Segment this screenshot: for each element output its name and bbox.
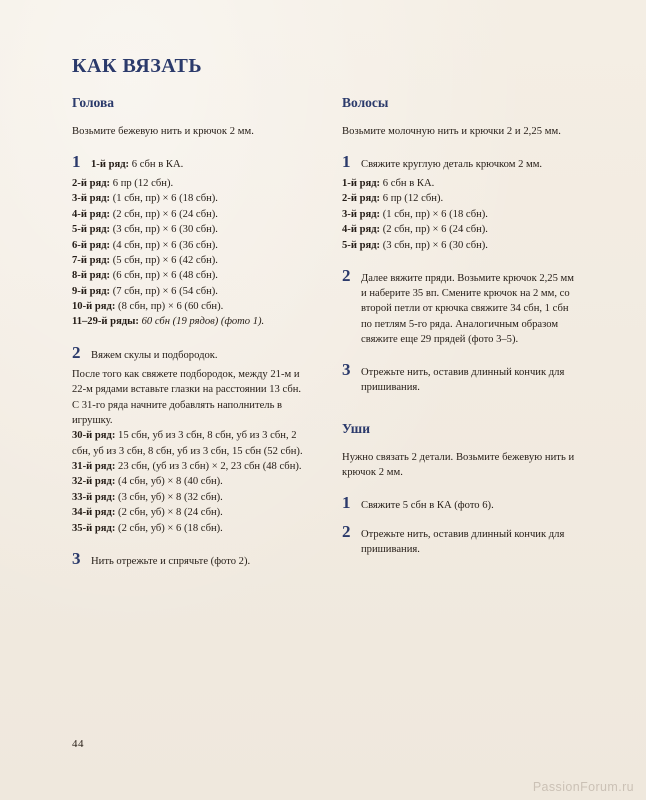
ushi-step-1 [342,494,576,513]
list-item [342,191,576,206]
list-item [72,505,306,520]
step-header [342,267,576,347]
row-label: 35-й ряд: [72,522,116,534]
row-text: (5 сбн, пр) × 6 (42 сбн). [110,254,218,266]
list-item [72,253,306,268]
row-text: (3 сбн, пр) × 6 (30 сбн). [110,224,218,236]
row-text: 23 сбн, (уб из 3 сбн) × 2, 23 сбн (48 сбн). [115,461,302,473]
volosy-intro: Возьмите молочную нить и крючки 2 и 2,25 мм. [342,125,561,137]
watermark: PassionForum.ru [532,780,634,794]
row-label: 1-й ряд: [91,158,130,170]
step-number: 2 [72,342,81,362]
list-item [72,521,306,536]
step-number: 2 [342,265,351,285]
left-column [72,96,306,583]
row-text: (4 сбн, уб) × 8 (40 сбн). [115,476,223,488]
step-header [72,153,306,172]
ushi-intro: Нужно связать 2 детали. Возьмите бежевую нить и крючок 2 мм. [342,451,575,478]
golova-intro: Возьмите бежевую нить и крючок 2 мм. [72,125,255,137]
page-title: КАК ВЯЗАТЬ [72,55,203,77]
row-text: (8 сбн, пр) × 6 (60 сбн). [115,301,224,312]
step-lead: Нить отрежьте и спрячьте (фото 2). [91,555,251,567]
list-item [342,176,576,191]
list-item [72,428,306,459]
row-label: 11–29-й ряды: [72,316,139,328]
list-item [72,284,306,299]
step-text: Далее вяжите пряди. Возьмите крючок 2,25 мм и наберите 35 вп. Смените крючок на 2 мм, со второй петли от крючка свяжите 34 сбн, 1 сбн по петлям 5-го ряда. Аналогичным образом свяжите еще 29 прядей (фото 3–5). [361,272,574,345]
step-text: Свяжите 5 сбн в КА (фото 6). [361,499,494,511]
list-item [72,268,306,283]
step-number: 3 [342,360,351,380]
right-column [342,96,576,571]
row-text: 6 сбн в КА. [129,158,184,170]
list-item [72,176,306,191]
section-title-ushi: Уши [342,420,370,436]
list-item [342,207,576,222]
page-content [72,56,576,583]
row-text: (3 сбн, уб) × 8 (32 сбн). [115,491,223,503]
row-text: 6 пр (12 сбн). [110,178,174,190]
step-lead [91,157,183,172]
row-text: (7 сбн, пр) × 6 (54 сбн). [110,285,218,297]
row-label: 4-й ряд: [342,224,381,236]
list-item [72,474,306,489]
section-title-volosy: Волосы [342,95,389,110]
list-item [72,490,306,505]
row-label: 9-й ряд: [72,285,111,297]
row-label: 1-й ряд: [342,178,381,190]
row-text: (1 сбн, пр) × 6 (18 сбн). [110,193,218,205]
step-lead: Вяжем скулы и подбородок. [91,349,218,361]
row-label: 8-й ряд: [72,270,111,282]
step-number: 1 [342,151,351,171]
step-text: Отрежьте нить, оставив длинный кончик для пришивания. [361,528,565,556]
row-text: 15 сбн, уб из 3 сбн, 8 сбн, уб из 3 сбн, 2 сбн, уб из 3 сбн, 8 сбн, уб из 3 сбн, 15 сбн (52 сбн). [72,430,303,457]
row-text: (2 сбн, уб) × 8 (24 сбн). [115,507,223,519]
volosy-step-3 [342,361,576,396]
list-item [342,222,576,237]
row-text: (1 сбн, пр) × 6 (18 сбн). [380,208,488,220]
step-number: 2 [342,521,351,541]
step-header [342,153,576,172]
row-label: 2-й ряд: [342,193,381,205]
ushi-step-2 [342,523,576,558]
golova-row-list-1 [72,176,306,330]
golova-step-2 [72,344,306,536]
row-text: (2 сбн, пр) × 6 (24 сбн). [380,224,488,236]
row-label: 7-й ряд: [72,254,111,266]
list-item [72,459,306,474]
row-label: 31-й ряд: [72,461,116,473]
step-header [72,344,306,363]
row-label: 3-й ряд: [342,208,381,220]
volosy-row-list [342,176,576,253]
row-text: 6 пр (12 сбн). [380,193,444,205]
volosy-step-1 [342,153,576,253]
row-label: 6-й ряд: [72,239,111,251]
step-header [342,523,576,558]
row-label: 4-й ряд: [72,208,111,220]
row-text: (6 сбн, пр) × 6 (48 сбн). [110,270,218,282]
row-label: 33-й ряд: [72,491,116,503]
golova-step-1 [72,153,306,330]
row-label: 5-й ряд: [72,224,111,236]
step-header [342,361,576,396]
row-text: 6 сбн в КА. [380,178,435,190]
page-number: 44 [72,738,84,750]
row-text: (4 сбн, пр) × 6 (36 сбн). [110,239,218,251]
two-column-layout [72,96,576,583]
row-label: 34-й ряд: [72,507,116,519]
row-label: 30-й ряд: [72,430,116,442]
row-label: 10-й ряд: [72,301,116,312]
list-item [342,238,576,253]
list-item [72,299,306,314]
step-number: 1 [342,492,351,512]
row-label: 2-й ряд: [72,178,111,190]
row-label: 3-й ряд: [72,193,111,205]
row-text: (2 сбн, пр) × 6 (24 сбн). [110,208,218,220]
step-text: Отрежьте нить, оставив длинный кончик для пришивания. [361,367,565,394]
list-item [72,222,306,237]
step-header [72,550,306,569]
step-number: 3 [72,548,81,568]
step-lead: Свяжите круглую деталь крючком 2 мм. [361,158,543,170]
golova-step-3 [72,550,306,569]
row-label: 32-й ряд: [72,476,116,488]
row-text: (2 сбн, уб) × 6 (18 сбн). [115,522,223,534]
list-item [72,207,306,222]
row-label: 5-й ряд: [342,239,381,251]
volosy-step-2 [342,267,576,347]
list-item [72,191,306,206]
list-item [72,314,306,329]
golova-row-list-2 [72,428,306,536]
row-text: 60 сбн (19 рядов) (фото 1). [138,316,265,328]
section-title-golova: Голова [72,95,115,110]
golova-step-2-paragraph: После того как свяжете подбородок, между 21-м и 22-м рядами вставьте глазки на расстоянии 13 сбн. С 31-го ряда начните добавлять наполнитель в игрушку. [72,368,302,427]
row-text: (3 сбн, пр) × 6 (30 сбн). [380,239,488,251]
step-header [342,494,576,513]
step-number: 1 [72,151,81,171]
list-item [72,238,306,253]
